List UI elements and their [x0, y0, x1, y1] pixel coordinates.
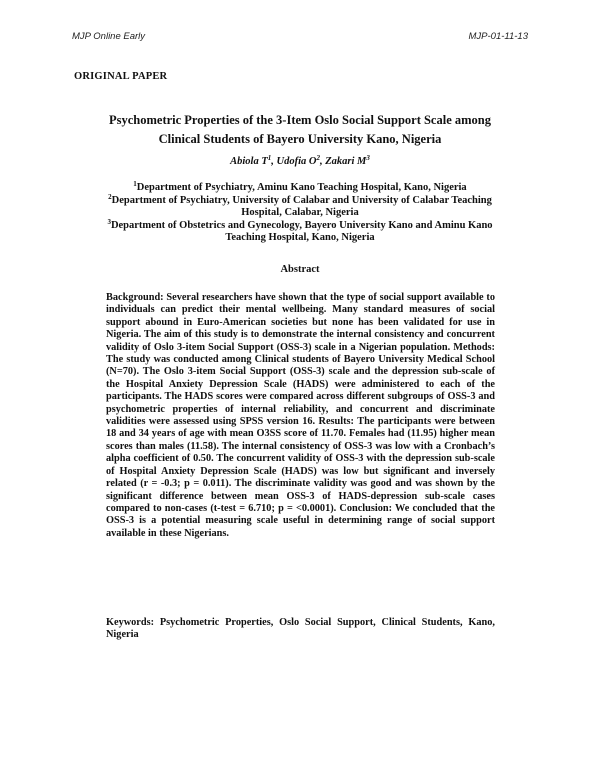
- abstract-body: Background: Several researchers have shown that the type of social support available to individuals can predict their mental wellbeing. Many standard measures of social support abound in Euro-American societies but none has been validated for use in Nigeria. The aim of this study is to demonstrate the internal consistency and concurrent validity of Oslo 3-item Social Support (OSS-3) scale in a Nigerian population. Methods: The study was conducted among Clinical students of Bayero University Medical School (N=70). The Oslo 3-item Social Support (OSS-3) scale and the depression sub-scale of the Hospital Anxiety Depression Scale (HADS) were administered to each of the participants. The HADS scores were compared across different subgroups of OSS-3 and psychometric properties of internal reliability, and concurrent and discriminate validities were assessed using SPSS version 16. Results: The participants were between 18 and 34 years of age with mean O3SS score of 11.70. Females had (11.95) higher mean scores than males (11.58). The internal consistency of OSS-3 was low with a Cronbach’s alpha coefficient of 0.50. The concurrent validity of OSS-3 with the depression sub-scale of Hospital Anxiety Depression Scale (HADS) was low but significant and inversely related (r = -0.3; p = 0.011). The discriminate validity was good and was shown by the significant difference between mean OSS-3 of HADS-depression sub-scale cases compared to non-cases (t-test = 6.710; p = <0.0001). Conclusion: We concluded that the OSS-3 is a potential measuring scale useful in determining range of social support available in these Nigerians.: [106, 292, 495, 539]
- author-name: Abiola T: [230, 156, 268, 167]
- affiliation-mark: 3: [107, 217, 111, 226]
- section-label: ORIGINAL PAPER: [74, 71, 168, 82]
- author-affiliation-mark: 1: [267, 154, 272, 162]
- author-list: Abiola $T^1$, Udofia $O^2$, Zakari $M^3$: [230, 154, 370, 167]
- affiliation: [100, 192, 500, 220]
- affiliations: [100, 182, 500, 245]
- author-affiliation-mark: 3: [366, 154, 370, 162]
- affiliation: [100, 217, 500, 245]
- affiliation-text: Department of Psychiatry, University of Calabar and University of Calabar Teaching Hospital, Calabar, Nigeria: [111, 194, 492, 218]
- paper-title: Psychometric Properties of the 3-Item Oslo Social Support Scale among Clinical Students of Bayero University Kano, Nigeria: [108, 113, 491, 146]
- affiliation-text: Department of Obstetrics and Gynecology, Bayero University Kano and Aminu Kano Teaching Hospital, Kano, Nigeria: [110, 219, 493, 243]
- affiliation-mark: 1: [133, 180, 137, 188]
- keywords: Keywords: Psychometric Properties, Oslo Social Support, Clinical Students, Kano, Nigeria: [106, 617, 495, 641]
- author-name: Udofia O: [276, 156, 317, 167]
- affiliation: [100, 182, 500, 195]
- journal-running-head: MJP Online Early: [72, 31, 146, 42]
- manuscript-id: MJP-01-11-13: [468, 31, 528, 42]
- affiliation-text: Department of Psychiatry, Aminu Kano Teaching Hospital, Kano, Nigeria: [136, 182, 467, 193]
- author-name: Zakari M: [325, 156, 367, 167]
- abstract-heading: Abstract: [280, 264, 320, 275]
- author-affiliation-mark: 2: [316, 154, 320, 162]
- affiliation-mark: 2: [108, 192, 112, 201]
